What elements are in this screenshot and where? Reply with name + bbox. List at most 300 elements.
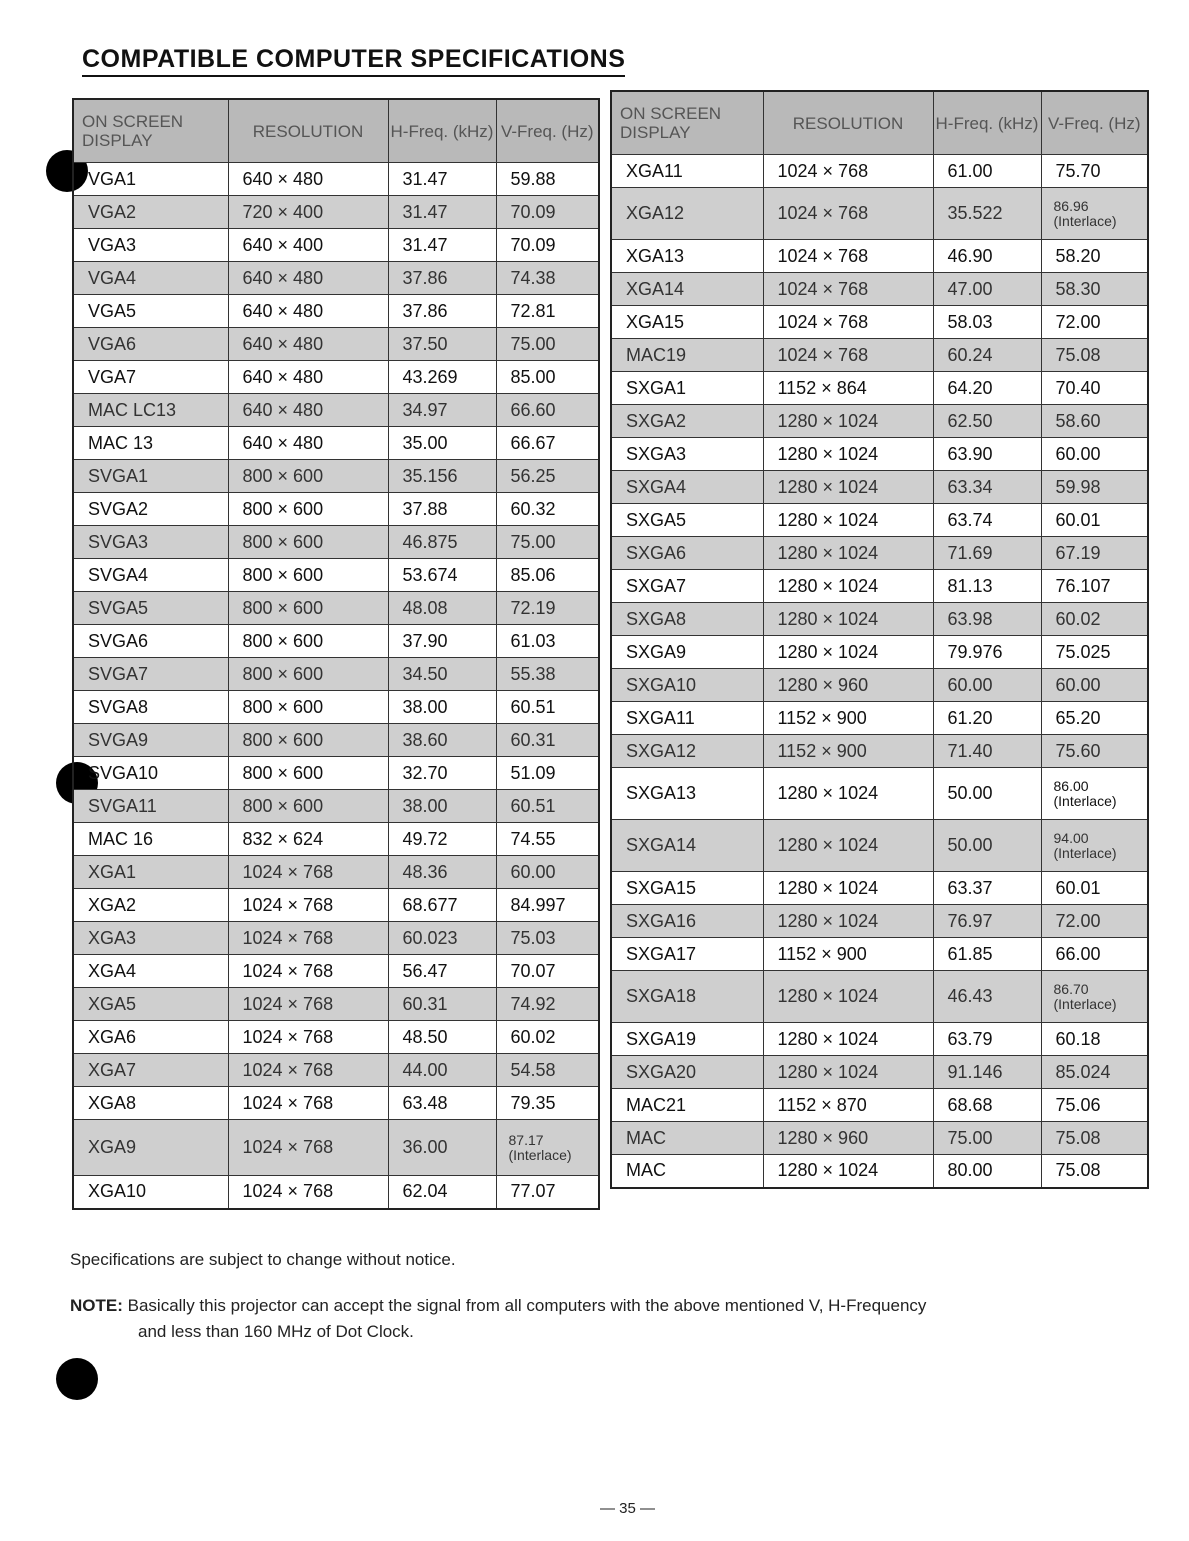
cell-resolution: 1152 × 870 [763,1089,933,1122]
cell-resolution: 1024 × 768 [763,339,933,372]
cell-vfreq: 74.38 [496,262,599,295]
cell-hfreq: 91.146 [933,1056,1041,1089]
table-row [611,1089,1148,1122]
table-row [611,971,1148,1023]
cell-resolution: 1152 × 900 [763,735,933,768]
cell-hfreq: 38.60 [388,724,496,757]
cell-resolution: 1280 × 1024 [763,537,933,570]
cell-resolution: 1024 × 768 [228,1176,388,1209]
table-row [611,636,1148,669]
cell-hfreq: 46.875 [388,526,496,559]
cell-resolution: 1024 × 768 [228,856,388,889]
cell-resolution: 800 × 600 [228,658,388,691]
spec-table-right-body [611,155,1148,1188]
cell-resolution: 1024 × 768 [228,922,388,955]
cell-resolution: 832 × 624 [228,823,388,856]
cell-resolution: 800 × 600 [228,757,388,790]
cell-hfreq: 63.98 [933,603,1041,636]
cell-display: VGA7 [73,361,228,394]
cell-resolution: 1024 × 768 [228,955,388,988]
cell-display: XGA12 [611,188,763,240]
spec-table-left-body [73,163,599,1209]
cell-resolution: 800 × 600 [228,526,388,559]
cell-display: MAC [611,1122,763,1155]
table-row [611,471,1148,504]
cell-hfreq: 48.50 [388,1021,496,1054]
note-paragraph [70,1293,1150,1345]
cell-hfreq: 34.97 [388,394,496,427]
cell-display: SXGA9 [611,636,763,669]
cell-hfreq: 46.43 [933,971,1041,1023]
spec-table-left [72,98,600,1210]
cell-vfreq: 70.40 [1041,372,1148,405]
table-row [611,768,1148,820]
table-row [73,328,599,361]
cell-display: SXGA4 [611,471,763,504]
cell-hfreq: 31.47 [388,163,496,196]
cell-display: SXGA16 [611,905,763,938]
cell-hfreq: 63.48 [388,1087,496,1120]
cell-resolution: 1024 × 768 [763,306,933,339]
table-row [611,603,1148,636]
table-row [73,460,599,493]
cell-hfreq: 60.31 [388,988,496,1021]
cell-hfreq: 37.50 [388,328,496,361]
cell-display: MAC LC13 [73,394,228,427]
cell-hfreq: 60.023 [388,922,496,955]
cell-display: SXGA12 [611,735,763,768]
table-row [73,196,599,229]
cell-hfreq: 34.50 [388,658,496,691]
cell-resolution: 1280 × 1024 [763,1056,933,1089]
cell-display: SXGA7 [611,570,763,603]
cell-resolution: 1024 × 768 [228,1120,388,1176]
cell-display: SXGA2 [611,405,763,438]
cell-display: SVGA10 [73,757,228,790]
cell-vfreq: 51.09 [496,757,599,790]
cell-vfreq: 84.997 [496,889,599,922]
table-row [73,988,599,1021]
table-row [611,702,1148,735]
cell-resolution: 1280 × 1024 [763,471,933,504]
table-row [73,526,599,559]
table-row [73,691,599,724]
table-row [611,240,1148,273]
table-header-row [73,99,599,163]
cell-display: MAC [611,1155,763,1188]
cell-hfreq: 80.00 [933,1155,1041,1188]
table-row [73,856,599,889]
table-row [73,922,599,955]
cell-display: SXGA15 [611,872,763,905]
cell-hfreq: 68.68 [933,1089,1041,1122]
cell-vfreq: 58.20 [1041,240,1148,273]
cell-display: XGA11 [611,155,763,188]
cell-vfreq: 59.98 [1041,471,1148,504]
cell-resolution: 1280 × 960 [763,669,933,702]
cell-resolution: 1024 × 768 [763,155,933,188]
cell-hfreq: 38.00 [388,790,496,823]
cell-resolution: 640 × 480 [228,295,388,328]
cell-display: SXGA10 [611,669,763,702]
cell-display: SXGA8 [611,603,763,636]
cell-display: SVGA5 [73,592,228,625]
cell-resolution: 640 × 400 [228,229,388,262]
cell-resolution: 1280 × 1024 [763,905,933,938]
cell-resolution: 640 × 480 [228,394,388,427]
table-row [611,372,1148,405]
table-row [611,1155,1148,1188]
cell-display: MAC 13 [73,427,228,460]
cell-hfreq: 63.79 [933,1023,1041,1056]
table-row [611,339,1148,372]
table-row [611,905,1148,938]
table-row [611,273,1148,306]
cell-vfreq: 74.55 [496,823,599,856]
cell-resolution: 1280 × 1024 [763,971,933,1023]
cell-vfreq: 75.60 [1041,735,1148,768]
cell-vfreq: 61.03 [496,625,599,658]
cell-vfreq: 75.70 [1041,155,1148,188]
cell-vfreq: 75.00 [496,328,599,361]
table-header-row [611,91,1148,155]
table-row [73,262,599,295]
cell-hfreq: 61.20 [933,702,1041,735]
cell-vfreq: 87.17 (Interlace) [496,1120,599,1176]
cell-resolution: 1024 × 768 [763,188,933,240]
table-row [73,394,599,427]
cell-hfreq: 44.00 [388,1054,496,1087]
cell-vfreq: 75.08 [1041,1122,1148,1155]
cell-vfreq: 70.09 [496,229,599,262]
cell-vfreq: 60.51 [496,790,599,823]
cell-display: SVGA6 [73,625,228,658]
cell-hfreq: 36.00 [388,1120,496,1176]
cell-hfreq: 47.00 [933,273,1041,306]
table-row [611,1023,1148,1056]
cell-display: XGA10 [73,1176,228,1209]
cell-hfreq: 71.40 [933,735,1041,768]
column-header-resolution: RESOLUTION [228,99,388,163]
cell-hfreq: 31.47 [388,229,496,262]
table-row [611,1122,1148,1155]
cell-resolution: 1280 × 1024 [763,636,933,669]
cell-display: XGA15 [611,306,763,339]
cell-hfreq: 58.03 [933,306,1041,339]
cell-vfreq: 66.67 [496,427,599,460]
table-row [73,163,599,196]
table-row [73,1087,599,1120]
table-row [73,1021,599,1054]
cell-hfreq: 48.08 [388,592,496,625]
cell-display: XGA13 [611,240,763,273]
cell-display: SXGA20 [611,1056,763,1089]
cell-resolution: 720 × 400 [228,196,388,229]
column-header-vfreq: V-Freq. (Hz) [1041,91,1148,155]
cell-display: XGA8 [73,1087,228,1120]
table-row [73,361,599,394]
cell-vfreq: 60.00 [1041,438,1148,471]
cell-resolution: 640 × 480 [228,328,388,361]
column-header-vfreq: V-Freq. (Hz) [496,99,599,163]
cell-vfreq: 86.70 (Interlace) [1041,971,1148,1023]
cell-hfreq: 37.90 [388,625,496,658]
cell-display: VGA1 [73,163,228,196]
cell-resolution: 1024 × 768 [763,273,933,306]
cell-display: SXGA18 [611,971,763,1023]
cell-hfreq: 68.677 [388,889,496,922]
cell-display: SXGA14 [611,820,763,872]
cell-resolution: 1024 × 768 [228,988,388,1021]
table-row [73,592,599,625]
cell-vfreq: 75.08 [1041,339,1148,372]
cell-vfreq: 67.19 [1041,537,1148,570]
change-notice: Specifications are subject to change without notice. [70,1250,456,1269]
table-row [611,438,1148,471]
column-header-display: ON SCREEN DISPLAY [73,99,228,163]
cell-display: SXGA19 [611,1023,763,1056]
cell-vfreq: 60.01 [1041,872,1148,905]
cell-hfreq: 50.00 [933,768,1041,820]
cell-display: XGA14 [611,273,763,306]
column-header-hfreq: H-Freq. (kHz) [933,91,1041,155]
cell-vfreq: 75.06 [1041,1089,1148,1122]
cell-vfreq: 75.00 [496,526,599,559]
table-row [611,669,1148,702]
cell-display: SVGA9 [73,724,228,757]
cell-display: SVGA8 [73,691,228,724]
cell-hfreq: 60.24 [933,339,1041,372]
cell-hfreq: 71.69 [933,537,1041,570]
cell-resolution: 1280 × 1024 [763,1023,933,1056]
cell-hfreq: 61.00 [933,155,1041,188]
column-header-display: ON SCREEN DISPLAY [611,91,763,155]
cell-hfreq: 63.37 [933,872,1041,905]
cell-hfreq: 35.00 [388,427,496,460]
cell-vfreq: 85.024 [1041,1056,1148,1089]
cell-hfreq: 37.88 [388,493,496,526]
cell-resolution: 640 × 480 [228,262,388,295]
cell-display: SVGA1 [73,460,228,493]
cell-hfreq: 37.86 [388,262,496,295]
table-row [611,188,1148,240]
cell-vfreq: 70.09 [496,196,599,229]
cell-resolution: 1280 × 1024 [763,405,933,438]
cell-display: XGA4 [73,955,228,988]
cell-display: VGA4 [73,262,228,295]
cell-vfreq: 60.02 [1041,603,1148,636]
cell-display: SXGA13 [611,768,763,820]
cell-vfreq: 75.025 [1041,636,1148,669]
cell-hfreq: 62.04 [388,1176,496,1209]
cell-resolution: 1152 × 900 [763,702,933,735]
cell-resolution: 800 × 600 [228,724,388,757]
cell-vfreq: 74.92 [496,988,599,1021]
cell-hfreq: 75.00 [933,1122,1041,1155]
cell-vfreq: 55.38 [496,658,599,691]
table-row [611,1056,1148,1089]
table-row [611,537,1148,570]
cell-hfreq: 49.72 [388,823,496,856]
cell-display: SXGA6 [611,537,763,570]
cell-hfreq: 48.36 [388,856,496,889]
table-row [73,1054,599,1087]
cell-vfreq: 59.88 [496,163,599,196]
cell-hfreq: 56.47 [388,955,496,988]
cell-resolution: 1280 × 1024 [763,504,933,537]
cell-display: XGA3 [73,922,228,955]
cell-display: SVGA3 [73,526,228,559]
cell-hfreq: 62.50 [933,405,1041,438]
cell-resolution: 1280 × 960 [763,1122,933,1155]
cell-vfreq: 66.60 [496,394,599,427]
cell-display: MAC21 [611,1089,763,1122]
table-row [73,295,599,328]
table-row [73,658,599,691]
cell-display: VGA5 [73,295,228,328]
cell-resolution: 1280 × 1024 [763,820,933,872]
cell-display: VGA3 [73,229,228,262]
cell-display: SXGA5 [611,504,763,537]
cell-vfreq: 72.19 [496,592,599,625]
cell-resolution: 800 × 600 [228,559,388,592]
column-header-resolution: RESOLUTION [763,91,933,155]
cell-hfreq: 31.47 [388,196,496,229]
cell-hfreq: 35.156 [388,460,496,493]
table-row [611,570,1148,603]
cell-vfreq: 75.08 [1041,1155,1148,1188]
note-text-line2: and less than 160 MHz of Dot Clock. [138,1322,414,1341]
cell-resolution: 1280 × 1024 [763,603,933,636]
cell-display: SVGA11 [73,790,228,823]
cell-vfreq: 54.58 [496,1054,599,1087]
cell-resolution: 640 × 480 [228,361,388,394]
cell-vfreq: 60.00 [1041,669,1148,702]
cell-vfreq: 76.107 [1041,570,1148,603]
cell-hfreq: 61.85 [933,938,1041,971]
table-row [73,1176,599,1209]
cell-resolution: 800 × 600 [228,691,388,724]
cell-hfreq: 81.13 [933,570,1041,603]
cell-display: SXGA11 [611,702,763,735]
page-title: COMPATIBLE COMPUTER SPECIFICATIONS [82,44,625,77]
cell-vfreq: 60.51 [496,691,599,724]
cell-vfreq: 60.32 [496,493,599,526]
cell-resolution: 800 × 600 [228,493,388,526]
cell-display: MAC19 [611,339,763,372]
cell-resolution: 1280 × 1024 [763,872,933,905]
cell-resolution: 1024 × 768 [763,240,933,273]
table-row [73,823,599,856]
table-row [73,757,599,790]
cell-hfreq: 63.90 [933,438,1041,471]
cell-vfreq: 72.81 [496,295,599,328]
cell-vfreq: 60.18 [1041,1023,1148,1056]
cell-hfreq: 32.70 [388,757,496,790]
punch-hole [56,1358,98,1400]
cell-resolution: 800 × 600 [228,460,388,493]
table-row [73,889,599,922]
cell-resolution: 1280 × 1024 [763,570,933,603]
table-row [611,872,1148,905]
cell-vfreq: 58.30 [1041,273,1148,306]
cell-vfreq: 60.02 [496,1021,599,1054]
cell-hfreq: 37.86 [388,295,496,328]
table-row [73,955,599,988]
table-row [73,625,599,658]
table-row [611,155,1148,188]
cell-resolution: 1024 × 768 [228,1054,388,1087]
cell-hfreq: 79.976 [933,636,1041,669]
cell-hfreq: 35.522 [933,188,1041,240]
table-row [73,724,599,757]
cell-hfreq: 38.00 [388,691,496,724]
cell-hfreq: 50.00 [933,820,1041,872]
table-row [611,820,1148,872]
cell-vfreq: 60.00 [496,856,599,889]
cell-display: XGA5 [73,988,228,1021]
table-row [611,735,1148,768]
cell-display: SXGA17 [611,938,763,971]
table-row [611,938,1148,971]
page-number: — 35 — [600,1500,656,1517]
cell-vfreq: 72.00 [1041,306,1148,339]
cell-vfreq: 65.20 [1041,702,1148,735]
table-row [73,1120,599,1176]
cell-vfreq: 66.00 [1041,938,1148,971]
cell-resolution: 800 × 600 [228,625,388,658]
cell-resolution: 640 × 480 [228,427,388,460]
cell-hfreq: 76.97 [933,905,1041,938]
cell-resolution: 1280 × 1024 [763,1155,933,1188]
cell-vfreq: 60.01 [1041,504,1148,537]
cell-resolution: 800 × 600 [228,592,388,625]
table-row [73,229,599,262]
table-row [611,504,1148,537]
note-label: NOTE: [70,1296,123,1315]
cell-hfreq: 63.34 [933,471,1041,504]
cell-display: XGA7 [73,1054,228,1087]
table-row [73,493,599,526]
cell-resolution: 1152 × 900 [763,938,933,971]
cell-vfreq: 72.00 [1041,905,1148,938]
cell-display: SVGA4 [73,559,228,592]
cell-hfreq: 43.269 [388,361,496,394]
cell-display: MAC 16 [73,823,228,856]
cell-hfreq: 63.74 [933,504,1041,537]
cell-vfreq: 70.07 [496,955,599,988]
cell-display: XGA1 [73,856,228,889]
cell-vfreq: 58.60 [1041,405,1148,438]
cell-display: SXGA3 [611,438,763,471]
cell-display: SXGA1 [611,372,763,405]
table-row [611,306,1148,339]
cell-resolution: 1024 × 768 [228,889,388,922]
cell-display: XGA6 [73,1021,228,1054]
table-row [73,427,599,460]
cell-display: XGA9 [73,1120,228,1176]
cell-resolution: 800 × 600 [228,790,388,823]
cell-display: SVGA7 [73,658,228,691]
cell-resolution: 1024 × 768 [228,1087,388,1120]
spec-table-right [610,90,1149,1189]
cell-resolution: 1280 × 1024 [763,768,933,820]
cell-vfreq: 86.00 (Interlace) [1041,768,1148,820]
table-row [73,559,599,592]
cell-vfreq: 56.25 [496,460,599,493]
cell-vfreq: 85.06 [496,559,599,592]
cell-vfreq: 94.00 (Interlace) [1041,820,1148,872]
